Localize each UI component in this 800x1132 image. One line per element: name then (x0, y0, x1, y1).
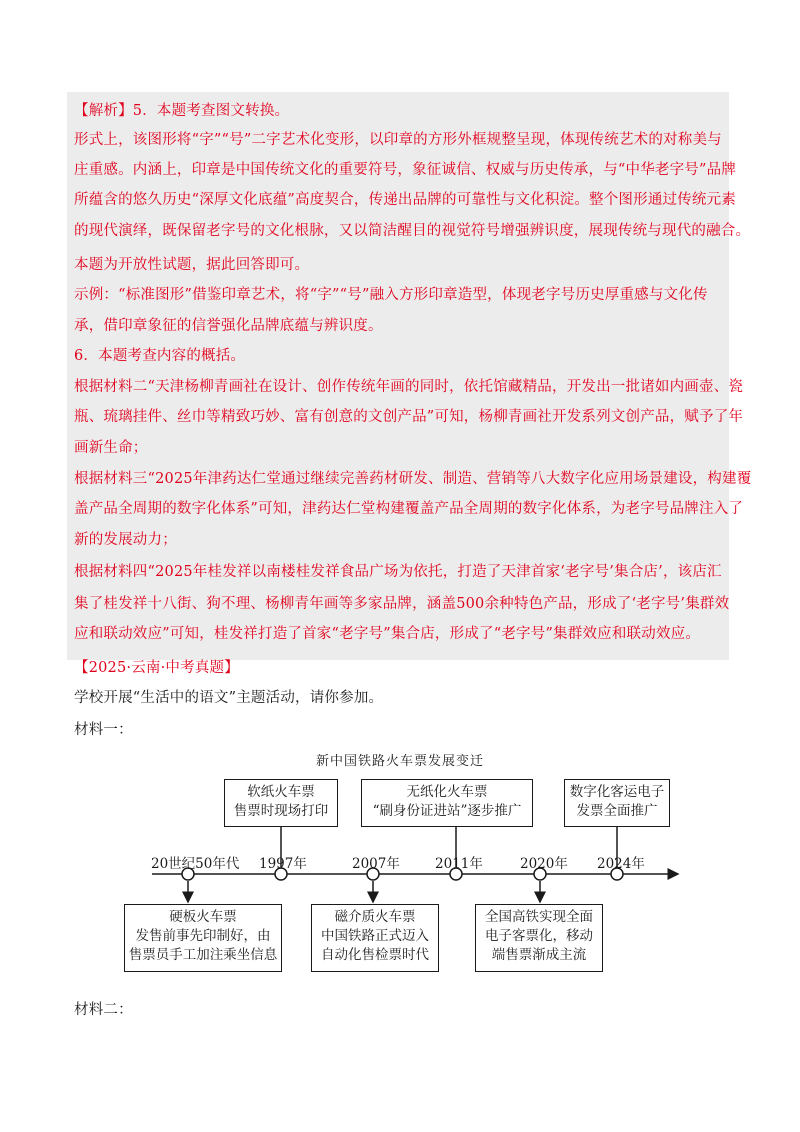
source-tag: 【2025·云南·中考真题】 (74, 660, 239, 676)
event-text: 电子客票化，移动 (485, 928, 593, 944)
answer-line: 示例：“标准图形”借鉴印章艺术，将“字”“号”融入方形印章造型，体现老字号历史厚重感与文化传 (74, 287, 708, 303)
answer-line: 根据材料四“2025年桂发祥以南楼桂发祥食品广场为依托，打造了天津首家‘老字号’集合店’，该店汇 (74, 564, 722, 580)
event-text: 售票员手工加注乘坐信息 (128, 947, 278, 963)
answer-line: 庄重感。内涵上，印章是中国传统文化的重要符号，象征诚信、权威与历史传承，与“中华老字号”品牌 (74, 162, 737, 178)
answer-line: 瓶、琉璃挂件、丝巾等精致巧妙、富有创意的文创产品”可知，杨柳青画社开发系列文创产品，赋予了年 (74, 409, 744, 425)
answer-line: 承，借印章象征的信誉强化品牌底蕴与辨识度。 (74, 318, 383, 334)
year-label: 20世纪50年代 (151, 856, 240, 872)
answer-line: 根据材料三“2025年津药达仁堂通过继续完善药材研发、制造、营销等八大数字化应用场景建设，构建覆 (74, 471, 752, 487)
answer-line: 形式上，该图形将“字”“号”二字艺术化变形，以印章的方形外框规整呈现，体现传统艺术的对称美与 (74, 132, 722, 148)
event-box-2024 (564, 779, 670, 827)
year-label: 1997年 (259, 856, 307, 872)
event-text: 数字化客运电子 (569, 784, 665, 800)
answer-line: 画新生命； (74, 440, 148, 456)
year-label: 2007年 (352, 856, 400, 872)
event-text: 发售前事先印制好，由 (135, 928, 271, 944)
event-box-2020 (475, 904, 603, 972)
event-text: 软纸火车票 (247, 784, 315, 800)
answer-line: 应和联动效应”可知，桂发祥打造了首家“老字号”集合店，形成了“老字号”集群效应和联动效应。 (74, 626, 701, 642)
event-text: 自动化售检票时代 (321, 947, 429, 963)
answer-line: 的现代演绎，既保留老字号的文化根脉，又以简洁醒目的视觉符号增强辨识度，展现传统与现代的融合。 (74, 223, 751, 239)
event-text: 全国高铁实现全面 (485, 909, 593, 925)
answer-line: 新的发展动力； (74, 532, 177, 548)
event-text: 中国铁路正式迈入 (321, 928, 429, 944)
material2-label: 材料二： (74, 1002, 133, 1018)
answer-line: 盖产品全周期的数字化体系”可知，津药达仁堂构建覆盖产品全周期的数字化体系，为老字号品牌注入了 (74, 501, 744, 517)
event-box-2011 (361, 779, 533, 827)
year-label: 2011年 (435, 856, 483, 872)
event-text: 硬板火车票 (169, 909, 237, 925)
event-text: 磁介质火车票 (334, 909, 416, 925)
event-text: 端售票渐成主流 (491, 947, 587, 963)
answer-line: 【解析】5．本题考查图文转换。 (74, 103, 290, 119)
answer-line: 6．本题考查内容的概括。 (74, 348, 246, 364)
answer-line: 集了桂发祥十八街、狗不理、杨柳青年画等多家品牌，涵盖500余种特色产品，形成了‘老字号’集群效 (74, 596, 730, 612)
timeline-title: 新中国铁路火车票发展变迁 (315, 754, 484, 769)
year-label: 2020年 (520, 856, 568, 872)
event-box-2007 (311, 904, 439, 972)
event-text: “刷身份证进站”逐步推广 (372, 803, 522, 819)
event-box-1997 (224, 779, 338, 827)
event-text: 售票时现场打印 (233, 803, 329, 819)
answer-line: 根据材料二“天津杨柳青画社在设计、创作传统年画的同时，依托馆藏精品，开发出一批诸如内画壶、瓷 (74, 379, 744, 395)
year-label: 2024年 (597, 856, 645, 872)
event-text: 发票全面推广 (576, 803, 658, 819)
answer-line: 本题为开放性试题，据此回答即可。 (74, 257, 310, 273)
event-box-1950s (124, 904, 282, 972)
material1-label: 材料一： (74, 722, 133, 738)
answer-line: 所蕴含的悠久历史“深厚文化底蕴”高度契合，传递出品牌的可靠性与文化积淀。整个图形通过传统元素 (74, 192, 737, 208)
event-text: 无纸化火车票 (406, 784, 488, 800)
question-intro: 学校开展“生活中的语文”主题活动，请你参加。 (74, 690, 384, 706)
